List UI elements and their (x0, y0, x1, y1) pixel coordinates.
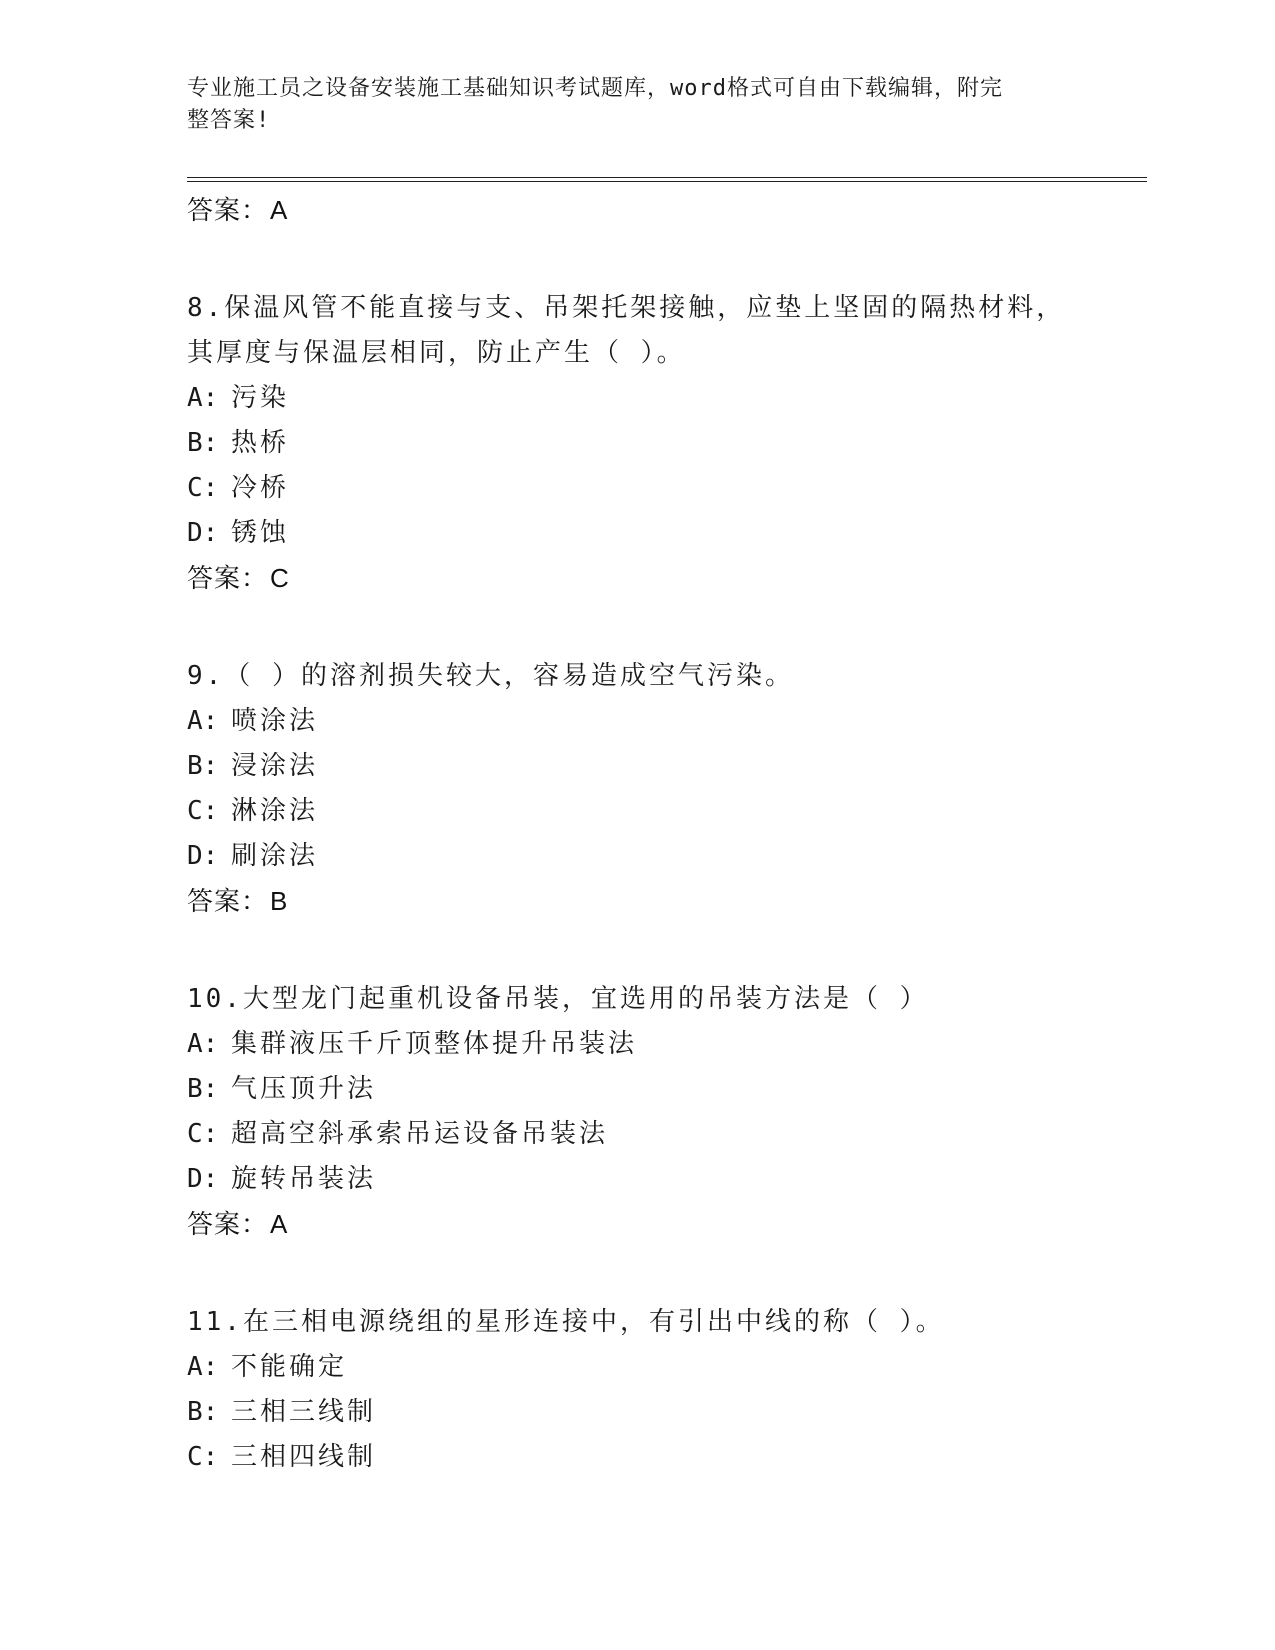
question-10-option-d (187, 1157, 1147, 1202)
answer-value: C (270, 563, 290, 593)
option-text: 冷桥 (231, 473, 290, 503)
option-letter: B: (187, 1074, 219, 1104)
question-11-option-b (187, 1390, 1147, 1435)
question-9-option-a (187, 699, 1147, 744)
question-10-option-a (187, 1022, 1147, 1067)
answer-value: A (270, 195, 289, 225)
question-8-text-line-2: 其厚度与保温层相同，防止产生（ ）。 (187, 338, 686, 368)
option-letter: C: (187, 796, 219, 826)
question-8-option-d (187, 511, 1147, 556)
question-10-answer (187, 1202, 1147, 1247)
answer-label: 答案： (187, 195, 269, 225)
question-8-option-a (187, 376, 1147, 421)
question-8 (187, 286, 1147, 601)
page-header (187, 73, 1067, 137)
option-text: 喷涂法 (231, 706, 319, 736)
option-text: 热桥 (231, 428, 290, 458)
option-letter: D: (187, 1164, 219, 1194)
question-9 (187, 654, 1147, 924)
option-letter: B: (187, 1397, 219, 1427)
question-9-option-b (187, 744, 1147, 789)
header-line-1: 专业施工员之设备安装施工基础知识考试题库，word格式可自由下载编辑，附完 (187, 76, 1003, 101)
option-letter: C: (187, 473, 219, 503)
option-letter: C: (187, 1119, 219, 1149)
option-text: 旋转吊装法 (231, 1164, 377, 1194)
answer-value: B (270, 886, 289, 916)
option-text: 污染 (231, 383, 290, 413)
question-9-option-d (187, 834, 1147, 879)
header-divider (187, 177, 1147, 182)
question-9-text-line-1: 9.（ ）的溶剂损失较大，容易造成空气污染。 (187, 661, 794, 691)
answer-label: 答案： (187, 563, 269, 593)
question-10-text-line-1: 10.大型龙门起重机设备吊装，宜选用的吊装方法是（ ） (187, 984, 929, 1014)
answer-label: 答案： (187, 886, 269, 916)
option-text: 淋涂法 (231, 796, 319, 826)
option-letter: A: (187, 1352, 219, 1382)
option-text: 三相四线制 (231, 1442, 377, 1472)
question-10-option-c (187, 1112, 1147, 1157)
option-letter: B: (187, 428, 219, 458)
option-text: 三相三线制 (231, 1397, 377, 1427)
question-9-answer (187, 879, 1147, 924)
answer-label: 答案： (187, 1209, 269, 1239)
question-11-text-line-1: 11.在三相电源绕组的星形连接中，有引出中线的称（ ）。 (187, 1307, 945, 1337)
question-list (187, 188, 1147, 1480)
question-10-option-b (187, 1067, 1147, 1112)
option-letter: D: (187, 841, 219, 871)
option-letter: D: (187, 518, 219, 548)
question-8-option-b (187, 421, 1147, 466)
question-11-option-a (187, 1345, 1147, 1390)
option-letter: B: (187, 751, 219, 781)
question-11 (187, 1300, 1147, 1480)
question-8-answer (187, 556, 1147, 601)
answer-previous (187, 188, 1147, 233)
question-8-text-line-1: 8.保温风管不能直接与支、吊架托架接触，应垫上坚固的隔热材料， (187, 293, 1066, 323)
option-letter: C: (187, 1442, 219, 1472)
question-10 (187, 977, 1147, 1247)
question-9-option-c (187, 789, 1147, 834)
option-letter: A: (187, 1029, 219, 1059)
answer-value: A (270, 1209, 289, 1239)
question-8-option-c (187, 466, 1147, 511)
header-line-2: 整答案! (187, 108, 271, 133)
option-text: 集群液压千斤顶整体提升吊装法 (231, 1029, 638, 1059)
option-text: 浸涂法 (231, 751, 319, 781)
option-letter: A: (187, 706, 219, 736)
option-letter: A: (187, 383, 219, 413)
option-text: 刷涂法 (231, 841, 319, 871)
option-text: 超高空斜承索吊运设备吊装法 (231, 1119, 609, 1149)
option-text: 锈蚀 (231, 518, 290, 548)
question-11-option-c (187, 1435, 1147, 1480)
option-text: 气压顶升法 (231, 1074, 377, 1104)
option-text: 不能确定 (231, 1352, 348, 1382)
